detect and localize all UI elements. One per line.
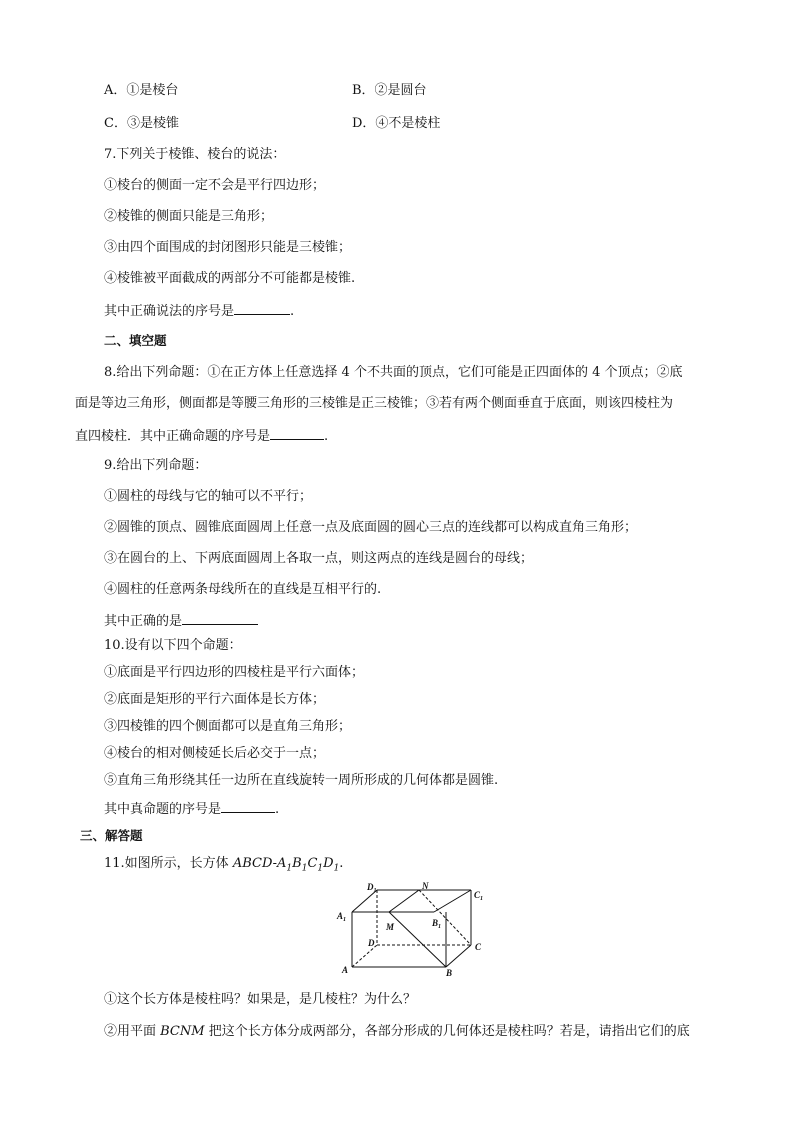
q10-item-3: ③四棱锥的四个侧面都可以是直角三角形； [104, 719, 352, 734]
q11-solid-vertices: $A_1B_1C_1D_1$ [277, 856, 340, 874]
option-a: A．①是棱台 [104, 83, 179, 98]
label-c: C [475, 942, 482, 952]
label-a1: $A_1$ [337, 911, 347, 923]
q10-stem: 10.设有以下四个命题： [104, 638, 242, 653]
q8-line-2: 面是等边三角形，侧面都是等腰三角形的三棱锥是正三棱锥；③若有两个侧面垂直于底面，则该四棱柱为 [75, 396, 674, 411]
q8-line-1: 8.给出下列命题：①在正方体上任意选择 4 个不共面的顶点，它们可能是正四面体的 4 个顶点；②底 [104, 365, 683, 380]
q7-item-1: ①棱台的侧面一定不会是平行四边形； [104, 178, 326, 193]
q11-plane-name: BCNM [160, 1024, 205, 1039]
q7-end: . [290, 304, 295, 319]
label-b1: $B_1$ [432, 918, 442, 930]
q8-answer-blank[interactable] [270, 427, 324, 440]
q11-stem [104, 856, 343, 877]
label-d1: $D_1$ [367, 882, 377, 894]
q8-end: . [324, 429, 329, 444]
q7-item-3: ③由四个面围成的封闭图形只能是三棱锥； [104, 240, 352, 255]
q11-stem-text: 11.如图所示，长方体 [104, 856, 233, 871]
q9-stem: 9.给出下列命题： [104, 458, 208, 473]
q7-item-2: ②棱锥的侧面只能是三角形； [104, 209, 274, 224]
section-answer-heading: 三、解答题 [80, 828, 143, 843]
q8-line-3 [75, 427, 328, 445]
label-c1: $C_1$ [474, 890, 484, 902]
q10-answer-blank[interactable] [221, 800, 275, 813]
q10-end: . [275, 802, 280, 817]
q11-sub-2-post: 把这个长方体分成两部分，各部分形成的几何体还是棱柱吗？若是，请指出它们的底 [204, 1024, 690, 1039]
q9-item-2: ②圆锥的顶点、圆锥底面圆周上任意一点及底面圆的圆心三点的连线都可以构成直角三角形； [104, 520, 638, 535]
q7-stem: 7.下列关于棱锥、棱台的说法： [104, 147, 286, 162]
option-c: C．③是棱锥 [104, 116, 179, 131]
option-d: D．④不是棱柱 [352, 116, 441, 131]
q11-sub-1: ①这个长方体是棱柱吗？如果是，是几棱柱？为什么？ [104, 992, 417, 1007]
label-n: N [422, 882, 429, 891]
q10-ask [104, 800, 279, 818]
q9-item-4: ④圆柱的任意两条母线所在的直线是互相平行的. [104, 582, 382, 597]
q7-answer-blank[interactable] [234, 302, 290, 315]
q8-ask-text: 直四棱柱．其中正确命题的序号是 [75, 429, 271, 444]
q9-answer-blank[interactable] [182, 612, 258, 625]
q10-item-2: ②底面是矩形的平行六面体是长方体； [104, 692, 326, 707]
q11-stem-end: . [339, 856, 344, 871]
cuboid-figure [334, 882, 494, 982]
q10-item-5: ⑤直角三角形绕其任一边所在直线旋转一周所形成的几何体都是圆锥. [104, 773, 499, 788]
q11-solid-name: ABCD-$A_1B_1C_1D_1$ [232, 856, 340, 874]
q7-ask [104, 302, 294, 320]
q11-solid-prefix: ABCD [232, 856, 273, 871]
q7-item-4: ④棱锥被平面截成的两部分不可能都是棱锥. [104, 271, 356, 286]
edge-b-c [446, 945, 471, 967]
q7-ask-text: 其中正确说法的序号是 [104, 304, 235, 319]
q10-item-4: ④棱台的相对侧棱延长后必交于一点； [104, 746, 326, 761]
label-d: D [368, 938, 375, 948]
label-a: A [342, 965, 349, 975]
hidden-segment-n-c [419, 890, 471, 945]
q9-item-1: ①圆柱的母线与它的轴可以不平行； [104, 489, 313, 504]
q9-ask [104, 612, 258, 630]
segment-m-n [389, 890, 419, 912]
q11-sub-2-pre: ②用平面 [104, 1024, 161, 1039]
hidden-edge-a-d [352, 945, 377, 967]
edge-b1-c1 [434, 890, 471, 912]
q9-ask-text: 其中正确的是 [104, 614, 183, 629]
q10-ask-text: 其中真命题的序号是 [104, 802, 222, 817]
section-fill-blank-heading: 二、填空题 [104, 333, 167, 348]
label-b: B [446, 968, 453, 978]
q11-sub-2 [104, 1024, 690, 1040]
option-b: B．②是圆台 [352, 83, 427, 98]
q9-item-3: ③在圆台的上、下两底面圆周上各取一点，则这两点的连线是圆台的母线； [104, 551, 534, 566]
label-m: M [386, 922, 395, 932]
q10-item-1: ①底面是平行四边形的四棱柱是平行六面体； [104, 665, 365, 680]
